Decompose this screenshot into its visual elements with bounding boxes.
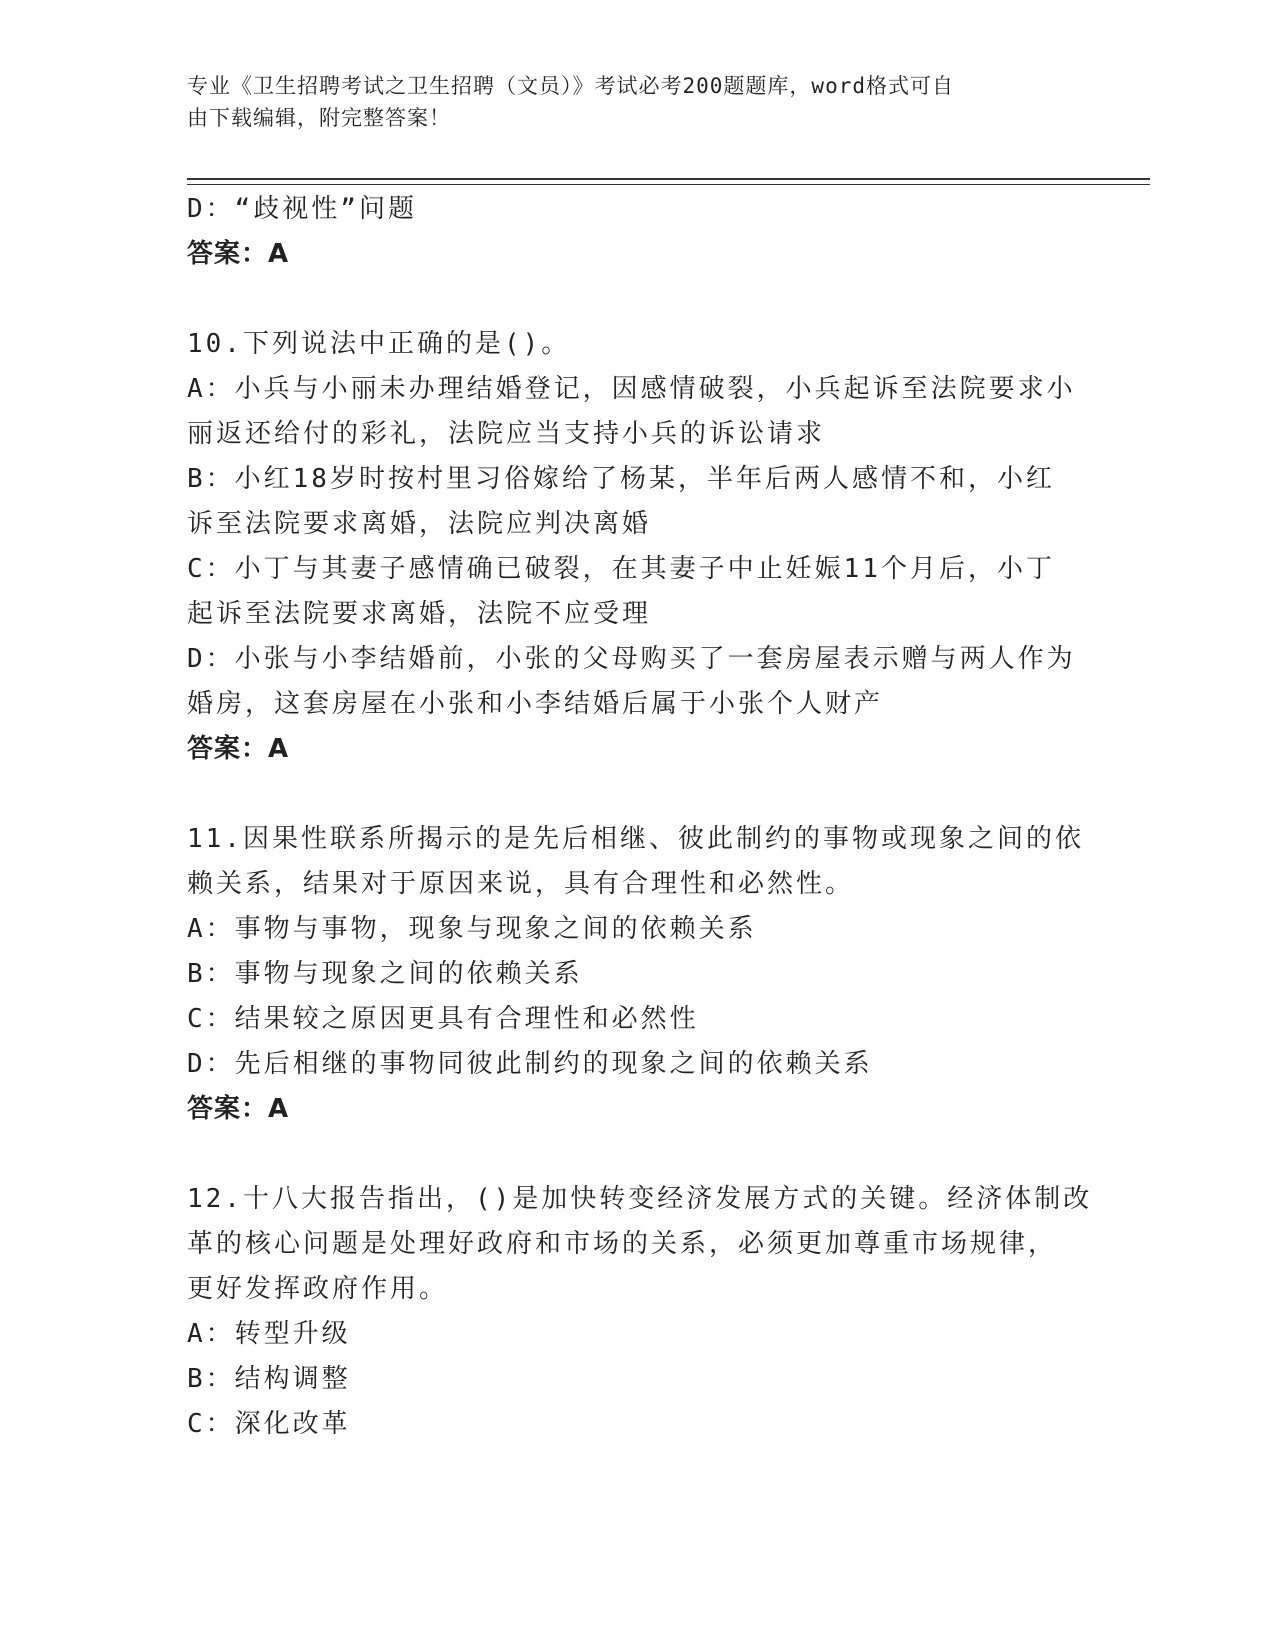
option-d: D：先后相继的事物同彼此制约的现象之间的依赖关系 (187, 1049, 873, 1079)
spacer (187, 1132, 1087, 1177)
option-c: C：小丁与其妻子感情确已破裂，在其妻子中止妊娠11个月后，小丁 (187, 554, 1055, 584)
option-d-continued: 婚房，这套房屋在小张和小李结婚后属于小张个人财产 (187, 689, 884, 719)
question-list (187, 187, 1093, 1447)
option-d: D：“歧视性”问题 (187, 194, 417, 224)
question-stem: 11.因果性联系所揭示的是先后相继、彼此制约的事物或现象之间的依 (187, 824, 1084, 854)
option-a: A：小兵与小丽未办理结婚登记，因感情破裂，小兵起诉至法院要求小 (187, 374, 1076, 404)
option-a: A：事物与事物，现象与现象之间的依赖关系 (187, 914, 757, 944)
option-c: C：深化改革 (187, 1409, 351, 1439)
question-11 (187, 817, 1087, 1132)
question-stem: 12.十八大报告指出，()是加快转变经济发展方式的关键。经济体制改 (187, 1184, 1093, 1214)
option-b-continued: 诉至法院要求离婚，法院应判决离婚 (187, 509, 652, 539)
option-a: A：转型升级 (187, 1319, 351, 1349)
option-b: B：小红18岁时按村里习俗嫁给了杨某，半年后两人感情不和，小红 (187, 464, 1055, 494)
option-c-continued: 起诉至法院要求离婚，法院不应受理 (187, 599, 652, 629)
option-b: B：事物与现象之间的依赖关系 (187, 959, 583, 989)
answer: 答案：A (187, 1094, 290, 1124)
answer: 答案：A (187, 734, 290, 764)
option-a-continued: 丽返还给付的彩礼，法院应当支持小兵的诉讼请求 (187, 419, 826, 449)
question-12 (187, 1177, 1093, 1447)
option-d: D：小张与小李结婚前，小张的父母购买了一套房屋表示赠与两人作为 (187, 644, 1076, 674)
header-line-1: 专业《卫生招聘考试之卫生招聘（文员）》考试必考200题题库，word格式可自 (187, 74, 954, 98)
spacer (187, 772, 1087, 817)
question-stem-continued: 更好发挥政府作用。 (187, 1274, 449, 1304)
question-9-tail (187, 187, 1087, 277)
header-divider-thick (187, 178, 1150, 180)
question-stem-continued: 赖关系，结果对于原因来说，具有合理性和必然性。 (187, 869, 855, 899)
header-line-2: 由下载编辑，附完整答案！ (187, 106, 451, 130)
option-b: B：结构调整 (187, 1364, 351, 1394)
option-c: C：结果较之原因更具有合理性和必然性 (187, 1004, 699, 1034)
question-10 (187, 322, 1087, 772)
question-stem: 10.下列说法中正确的是()。 (187, 329, 571, 359)
answer: 答案：A (187, 239, 290, 269)
question-stem-continued: 革的核心问题是处理好政府和市场的关系，必须更加尊重市场规律， (187, 1229, 1058, 1259)
header-divider-thin (187, 184, 1150, 185)
spacer (187, 277, 1087, 322)
header-title (187, 70, 1067, 134)
